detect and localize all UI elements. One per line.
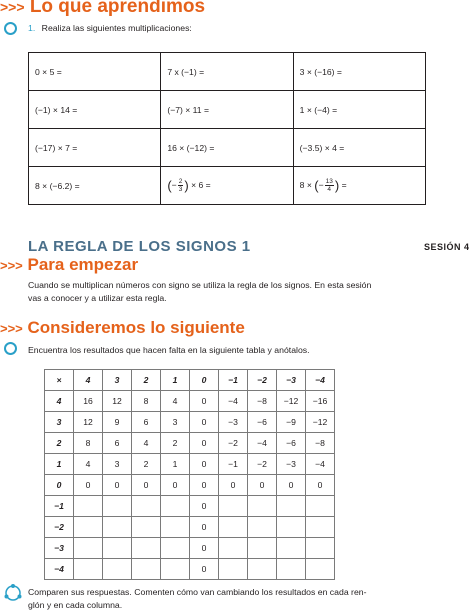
sign-table-cell[interactable] (132, 496, 161, 517)
sign-table-cell[interactable] (103, 496, 132, 517)
sign-table-cell[interactable] (132, 538, 161, 559)
sign-table-row (45, 538, 335, 559)
sign-table-cell[interactable] (248, 517, 277, 538)
intro-paragraph (28, 279, 458, 305)
sign-table-cell[interactable] (306, 538, 335, 559)
exercise-cell[interactable]: 0 × 5 = (29, 53, 161, 91)
sign-table-cell: −6 (277, 433, 306, 454)
sign-table-cell: −3 (277, 454, 306, 475)
sign-table-cell: 0 (248, 475, 277, 496)
sign-table-header-cell: 3 (45, 412, 74, 433)
sign-table-cell[interactable] (103, 538, 132, 559)
sign-table-cell[interactable] (248, 538, 277, 559)
instruction-text: Realiza las siguientes multiplicaciones: (41, 23, 192, 33)
sign-table-cell: 0 (161, 475, 190, 496)
sign-table-cell: 0 (306, 475, 335, 496)
sign-table-row (45, 412, 335, 433)
sign-table-cell: 6 (103, 433, 132, 454)
sign-table-cell[interactable] (219, 517, 248, 538)
sign-table-row (45, 496, 335, 517)
sign-table-cell[interactable] (219, 538, 248, 559)
sign-table-cell: 0 (74, 475, 103, 496)
compare-line: Comparen sus respuestas. Comenten cómo van cambiando los resultados en cada ren- (28, 587, 367, 597)
sign-table-cell[interactable] (74, 496, 103, 517)
sign-table-cell: 0 (132, 475, 161, 496)
sign-table-row (45, 454, 335, 475)
sign-table-cell[interactable] (74, 538, 103, 559)
instruction-2: Encuentra los resultados que hacen falta en la siguiente tabla y anótalos. (28, 345, 310, 355)
sign-table-header-cell: 2 (132, 370, 161, 391)
sign-table-cell: 1 (161, 454, 190, 475)
chevrons: >>> (0, 321, 23, 336)
section-title: Consideremos lo siguiente (27, 318, 245, 337)
sign-table-cell[interactable] (161, 559, 190, 580)
exercise-cell[interactable]: 16 × (−12) = (161, 129, 293, 167)
sign-table-cell: 0 (190, 475, 219, 496)
section-title: Para empezar (27, 255, 139, 274)
exercise-cell[interactable]: 3 × (−16) = (293, 53, 425, 91)
sign-table-cell: 2 (161, 433, 190, 454)
sign-table-cell[interactable] (132, 517, 161, 538)
sign-table-cell[interactable] (306, 517, 335, 538)
sign-table-cell: −12 (306, 412, 335, 433)
sign-table-row (45, 391, 335, 412)
sign-table-row (45, 475, 335, 496)
sign-table-cell: −8 (306, 433, 335, 454)
sign-table-header-row (45, 370, 335, 391)
sign-table-cell: 4 (74, 454, 103, 475)
sign-table-header-cell: −2 (248, 370, 277, 391)
sign-table-cell: 4 (161, 391, 190, 412)
sign-table-header-cell: −1 (219, 370, 248, 391)
sign-table-cell: 0 (190, 391, 219, 412)
sign-table-cell[interactable] (161, 517, 190, 538)
instruction-1 (28, 22, 192, 35)
sign-table-cell[interactable] (103, 559, 132, 580)
sign-table-header-cell: 3 (103, 370, 132, 391)
sign-table-cell[interactable] (132, 559, 161, 580)
sign-table-cell[interactable] (277, 496, 306, 517)
sign-table-cell: 12 (103, 391, 132, 412)
sign-table-cell: 0 (190, 538, 219, 559)
sign-table-cell: −6 (248, 412, 277, 433)
session-label: SESIÓN 4 (424, 242, 470, 252)
sign-table-cell: 16 (74, 391, 103, 412)
fraction: $\frac{13}{4}$ (325, 178, 333, 193)
sign-table-cell[interactable] (248, 496, 277, 517)
sign-table-header-cell: −1 (45, 496, 74, 517)
sign-table-header-cell: −3 (45, 538, 74, 559)
team-activity-icon (3, 583, 23, 603)
section-title: Lo que aprendimos (29, 0, 206, 17)
sign-table-cell[interactable] (277, 559, 306, 580)
sign-table-cell[interactable] (74, 517, 103, 538)
sign-table-cell: 3 (161, 412, 190, 433)
sign-table-cell: −12 (277, 391, 306, 412)
sign-table-cell: 2 (132, 454, 161, 475)
sign-table-cell: −16 (306, 391, 335, 412)
exercise-cell-fraction[interactable]: 8 × (− $\frac{13}{4}$ ) = (293, 167, 425, 205)
sign-table-header-cell: 1 (45, 454, 74, 475)
chevrons: >>> (0, 258, 23, 273)
sign-table (44, 369, 335, 580)
instruction-number: 1. (28, 23, 36, 33)
sign-table-cell: −8 (248, 391, 277, 412)
sign-table-cell[interactable] (74, 559, 103, 580)
sign-table-header-cell: × (45, 370, 74, 391)
sign-table-cell: 8 (132, 391, 161, 412)
exercise-cell[interactable]: 7 x (−1) = (161, 53, 293, 91)
sign-table-header-cell: 1 (161, 370, 190, 391)
fraction: $\frac{2}{3}$ (178, 178, 183, 193)
sign-table-cell: 0 (190, 454, 219, 475)
sign-table-cell[interactable] (219, 496, 248, 517)
sign-table-cell: −4 (219, 391, 248, 412)
sign-table-cell: 0 (190, 412, 219, 433)
sign-table-row (45, 559, 335, 580)
section-heading-para-empezar (0, 255, 138, 275)
sign-table-cell: 4 (132, 433, 161, 454)
exercise-cell[interactable]: (−3.5) × 4 = (293, 129, 425, 167)
sign-table-cell: −4 (248, 433, 277, 454)
sign-table-cell[interactable] (161, 496, 190, 517)
sign-table-header-cell: −4 (45, 559, 74, 580)
exercise-cell[interactable]: (−7) × 11 = (161, 91, 293, 129)
sign-table-cell[interactable] (161, 538, 190, 559)
lesson-title: LA REGLA DE LOS SIGNOS 1 (28, 238, 251, 255)
sign-table-cell[interactable] (103, 517, 132, 538)
sign-table-cell: 3 (103, 454, 132, 475)
exercise-row (29, 167, 426, 205)
sign-table-cell[interactable] (219, 559, 248, 580)
exercise-row (29, 91, 426, 129)
sign-table-cell: −2 (219, 433, 248, 454)
sign-table-header-cell: 2 (45, 433, 74, 454)
sign-table-cell: 0 (219, 475, 248, 496)
chevrons: >>> (0, 0, 25, 15)
sign-table-header-cell: 4 (45, 391, 74, 412)
sign-table-cell: 0 (190, 517, 219, 538)
sign-table-cell: 0 (103, 475, 132, 496)
sign-table-cell: 6 (132, 412, 161, 433)
sign-table-header-cell: 0 (45, 475, 74, 496)
sign-table-cell: 8 (74, 433, 103, 454)
sign-table-cell: −9 (277, 412, 306, 433)
exercise-cell[interactable]: 1 × (−4) = (293, 91, 425, 129)
sign-table-cell: 9 (103, 412, 132, 433)
sign-table-header-cell: −2 (45, 517, 74, 538)
exercise-row (29, 129, 426, 167)
activity-ring-icon (4, 22, 17, 35)
section-heading-lo-que-aprendimos (0, 0, 205, 18)
sign-table-header-cell: 4 (74, 370, 103, 391)
intro-line: Cuando se multiplican números con signo se utiliza la regla de los signos. En esta sesión (28, 280, 372, 290)
exercise-table (28, 52, 426, 205)
exercise-cell[interactable]: (−17) × 7 = (29, 129, 161, 167)
sign-table-cell: 0 (190, 559, 219, 580)
section-heading-consideremos (0, 318, 245, 338)
activity-ring-icon (4, 342, 17, 355)
exercise-row (29, 53, 426, 91)
sign-table-cell: 0 (190, 433, 219, 454)
compare-paragraph (28, 586, 458, 612)
sign-table-cell[interactable] (277, 517, 306, 538)
sign-table-cell[interactable] (248, 559, 277, 580)
sign-table-header-cell: 0 (190, 370, 219, 391)
sign-table-cell: 0 (277, 475, 306, 496)
intro-line: vas a conocer y a utilizar esta regla. (28, 293, 167, 303)
sign-table-row (45, 433, 335, 454)
sign-table-header-cell: −4 (306, 370, 335, 391)
sign-table-cell[interactable] (277, 538, 306, 559)
sign-table-header-cell: −3 (277, 370, 306, 391)
sign-table-cell: −3 (219, 412, 248, 433)
sign-table-cell: 0 (190, 496, 219, 517)
sign-table-cell[interactable] (306, 559, 335, 580)
sign-table-cell: −4 (306, 454, 335, 475)
exercise-cell-fraction[interactable]: (− $\frac{2}{3}$ ) × 6 = (161, 167, 293, 205)
compare-line: glón y en cada columna. (28, 600, 123, 610)
sign-table-cell: 12 (74, 412, 103, 433)
sign-table-cell[interactable] (306, 496, 335, 517)
exercise-cell[interactable]: 8 × (−6.2) = (29, 167, 161, 205)
sign-table-cell: −2 (248, 454, 277, 475)
sign-table-cell: −1 (219, 454, 248, 475)
sign-table-row (45, 517, 335, 538)
exercise-cell[interactable]: (−1) × 14 = (29, 91, 161, 129)
